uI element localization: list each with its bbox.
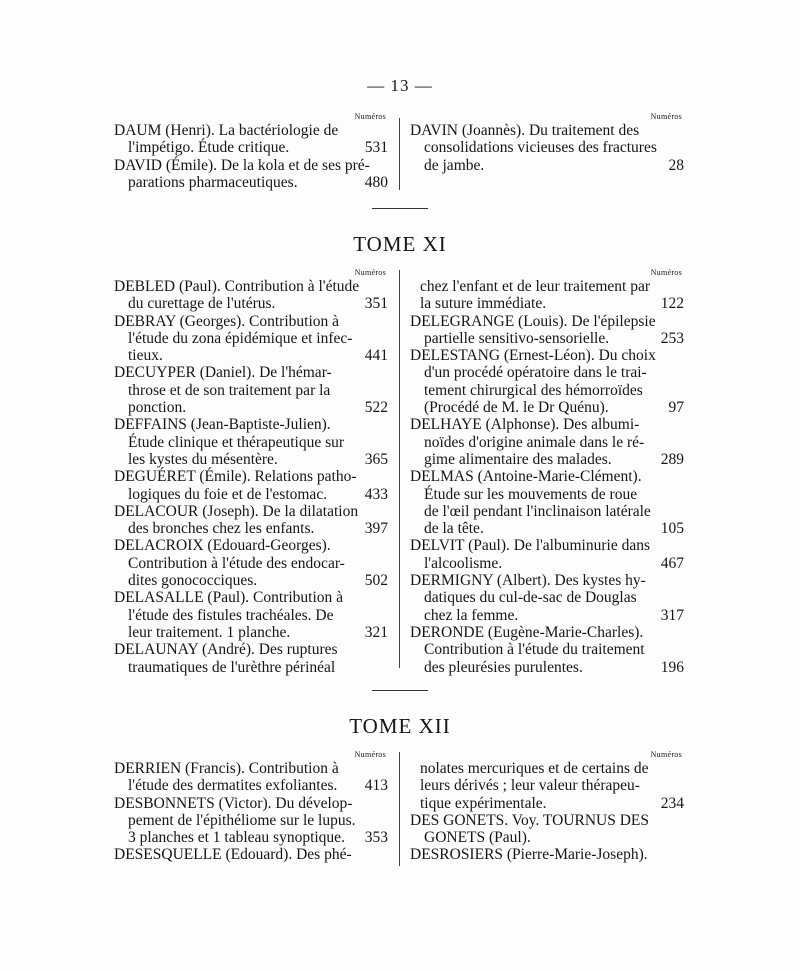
- index-entry: [114, 364, 386, 416]
- entry-title-line: [410, 434, 682, 451]
- numeros-header: Numéros: [650, 268, 682, 277]
- entry-title-line: [114, 347, 386, 364]
- entry-text: DAVID (Émile). De la kola et de ses pré-: [114, 156, 370, 174]
- numeros-header: Numéros: [354, 268, 386, 277]
- entry-title-line: [114, 659, 386, 676]
- entry-text: DELAUNAY (André). Des ruptures: [114, 641, 338, 659]
- entry-author-line: [114, 503, 386, 520]
- entry-title-line: [410, 659, 682, 676]
- entry-text: d'un procédé opératoire dans le trai-: [424, 364, 647, 382]
- entry-author-line: [410, 572, 682, 589]
- entry-title-line: [114, 295, 386, 312]
- entry-text: l'impétigo. Étude critique.: [128, 139, 290, 157]
- entry-title-line: [410, 607, 682, 624]
- entry-text: GONETS (Paul).: [424, 829, 531, 847]
- entry-text: 3 planches et 1 tableau synoptique.: [128, 829, 345, 847]
- entry-text: DELACOUR (Joseph). De la dilatation: [114, 502, 359, 520]
- entry-title-line: [114, 139, 386, 156]
- entry-text: DELEGRANGE (Louis). De l'épilepsie: [410, 312, 656, 330]
- entry-text: leurs dérivés ; leur valeur thérapeu-: [420, 777, 640, 795]
- entry-title-line: [410, 139, 682, 156]
- entry-text: de la tête.: [424, 520, 484, 538]
- entry-text: des pleurésies purulentes.: [424, 658, 583, 676]
- index-entry: [410, 846, 682, 863]
- entry-text: dites gonococciques.: [128, 572, 258, 590]
- entry-title-line: [114, 812, 386, 829]
- index-entry: [114, 760, 386, 795]
- entry-text: DELHAYE (Alphonse). Des albumi-: [410, 416, 640, 434]
- entry-title-line: [114, 572, 386, 589]
- index-entry: [114, 503, 386, 538]
- index-entry: [410, 812, 682, 847]
- entry-text: partielle sensitivo-sensorielle.: [424, 329, 610, 347]
- entry-number: 122: [660, 295, 684, 313]
- entry-author-line: [410, 537, 682, 554]
- entry-title-line: [114, 451, 386, 468]
- entry-text: DELESTANG (Ernest-Léon). Du choix: [410, 347, 656, 365]
- entry-text: DELACROIX (Edouard-Georges).: [114, 537, 331, 555]
- entry-author-line: [410, 812, 682, 829]
- numeros-header: Numéros: [650, 750, 682, 759]
- index-entry: [114, 537, 386, 589]
- entry-title-line: [410, 589, 682, 606]
- entry-text: throse et de son traitement par la: [128, 381, 331, 399]
- numeros-header: Numéros: [354, 112, 386, 121]
- entry-number: 397: [364, 520, 388, 538]
- entry-title-line: [410, 451, 682, 468]
- entry-author-line: [114, 589, 386, 606]
- entry-number: 480: [364, 173, 388, 191]
- entry-title-line: [114, 399, 386, 416]
- entry-text: parations pharmaceutiques.: [128, 173, 298, 191]
- section-separator: [372, 690, 428, 691]
- entry-text: DEBLED (Paul). Contribution à l'étude: [114, 278, 360, 295]
- entry-text: consolidations vicieuses des fractures: [424, 139, 657, 157]
- entry-number: 234: [660, 794, 684, 812]
- entry-title-line: [410, 364, 682, 381]
- entry-number: 413: [364, 777, 388, 795]
- entry-author-line: [410, 416, 682, 433]
- entry-author-line: [114, 795, 386, 812]
- entry-text: DES GONETS. Voy. TOURNUS DES: [410, 811, 650, 829]
- entry-number: 196: [660, 658, 684, 676]
- entry-author-line: [114, 364, 386, 381]
- entry-number: 321: [364, 623, 388, 641]
- left-column: [114, 750, 386, 864]
- entry-text: des bronches chez les enfants.: [128, 520, 315, 538]
- entry-title-line: [410, 777, 682, 794]
- entry-title-line: [410, 295, 682, 312]
- entry-text: datiques du cul-de-sac de Douglas: [424, 589, 637, 607]
- column-rule: [399, 270, 400, 668]
- index-entry: [410, 468, 682, 537]
- entry-number: 522: [364, 399, 388, 417]
- index-entry: [114, 313, 386, 365]
- numeros-header: Numéros: [650, 112, 682, 121]
- index-entry: [114, 157, 386, 192]
- entry-title-line: [114, 330, 386, 347]
- entry-title-line: [410, 330, 682, 347]
- index-entry: [410, 760, 682, 812]
- entry-text: de l'œil pendant l'inclinaison latérale: [424, 502, 651, 520]
- entry-author-line: [410, 313, 682, 330]
- entry-number: 467: [660, 554, 684, 572]
- entry-text: l'étude du zona épidémique et infec-: [128, 329, 353, 347]
- entry-title-line: [114, 607, 386, 624]
- entry-text: DEGUÉRET (Émile). Relations patho-: [114, 468, 357, 486]
- entry-author-line: [114, 157, 386, 174]
- entry-text: DELMAS (Antoine-Marie-Clément).: [410, 468, 642, 486]
- entry-text: DESESQUELLE (Edouard). Des phé-: [114, 846, 352, 864]
- entry-title-line: [114, 486, 386, 503]
- left-column: [114, 112, 386, 191]
- entry-text: DEFFAINS (Jean-Baptiste-Julien).: [114, 416, 331, 434]
- entry-title-line: [114, 434, 386, 451]
- entry-title-line: [410, 795, 682, 812]
- entry-title-line: [114, 829, 386, 846]
- index-entry: [114, 416, 386, 468]
- entry-text: DEBRAY (Georges). Contribution à: [114, 312, 340, 330]
- entry-text: tieux.: [128, 347, 163, 365]
- entry-title-line: [410, 520, 682, 537]
- entry-text: ponction.: [128, 399, 187, 417]
- entry-text: la suture immédiate.: [420, 295, 547, 313]
- entry-text: (Procédé de M. le Dr Quénu).: [424, 399, 609, 417]
- entry-number: 317: [660, 606, 684, 624]
- entry-text: tement chirurgical des hémorroïdes: [424, 381, 643, 399]
- entry-author-line: [114, 641, 386, 658]
- index-entry: [114, 278, 386, 313]
- entry-text: l'étude des dermatites exfoliantes.: [128, 777, 338, 795]
- entry-author-line: [410, 468, 682, 485]
- entry-text: les kystes du mésentère.: [128, 450, 278, 468]
- index-entry: [410, 572, 682, 624]
- entry-text: DESROSIERS (Pierre-Marie-Joseph).: [410, 846, 648, 864]
- entry-text: l'étude des fistules trachéales. De: [128, 606, 334, 624]
- entry-text: DAUM (Henri). La bactériologie de: [114, 122, 339, 139]
- index-entry: [410, 122, 682, 174]
- entry-text: DAVIN (Joannès). Du traitement des: [410, 122, 640, 139]
- index-entry: [410, 347, 682, 416]
- entry-author-line: [410, 347, 682, 364]
- entry-author-line: [114, 846, 386, 863]
- entry-text: Contribution à l'étude du traitement: [424, 641, 645, 659]
- entry-title-line: [114, 555, 386, 572]
- entry-number: 351: [364, 295, 388, 313]
- index-entry: [410, 537, 682, 572]
- entry-title-line: [410, 486, 682, 503]
- entry-text: l'alcoolisme.: [424, 554, 503, 572]
- entry-title-line: [114, 174, 386, 191]
- entry-text: Étude clinique et thérapeutique sur: [128, 433, 345, 451]
- entry-author-line: [114, 122, 386, 139]
- entry-title-line: [410, 278, 682, 295]
- entry-number: 28: [668, 156, 684, 174]
- entry-author-line: [114, 416, 386, 433]
- entry-text: DERONDE (Eugène-Marie-Charles).: [410, 623, 644, 641]
- right-column: [410, 268, 682, 676]
- entry-text: leur traitement. 1 planche.: [128, 623, 291, 641]
- index-entry: [410, 416, 682, 468]
- entry-number: 353: [364, 829, 388, 847]
- index-entry: [410, 278, 682, 313]
- entry-author-line: [410, 846, 682, 863]
- entry-author-line: [114, 537, 386, 554]
- entry-text: Étude sur les mouvements de roue: [424, 485, 638, 503]
- entry-text: gime alimentaire des malades.: [424, 450, 612, 468]
- entry-text: noïdes d'origine animale dans le ré-: [424, 433, 645, 451]
- entry-number: 289: [660, 450, 684, 468]
- entry-title-line: [410, 829, 682, 846]
- entry-number: 433: [364, 485, 388, 503]
- entry-number: 105: [660, 520, 684, 538]
- index-entry: [410, 624, 682, 676]
- entry-title-line: [114, 777, 386, 794]
- entry-number: 253: [660, 329, 684, 347]
- tome-heading: TOME XI: [353, 232, 447, 256]
- entry-text: tique expérimentale.: [420, 794, 547, 812]
- entry-text: nolates mercuriques et de certains de: [420, 760, 649, 777]
- entry-text: DERRIEN (Francis). Contribution à: [114, 760, 339, 777]
- entry-title-line: [410, 641, 682, 658]
- entry-text: chez la femme.: [424, 606, 519, 624]
- entry-title-line: [114, 382, 386, 399]
- entry-title-line: [410, 157, 682, 174]
- entry-title-line: [410, 503, 682, 520]
- entry-text: Contribution à l'étude des endocar-: [128, 554, 345, 572]
- tome-heading: TOME XII: [349, 714, 451, 738]
- entry-number: 531: [364, 139, 388, 157]
- entry-number: 502: [364, 572, 388, 590]
- entry-text: de jambe.: [424, 156, 485, 174]
- left-column: [114, 268, 386, 676]
- entry-author-line: [114, 313, 386, 330]
- entry-text: chez l'enfant et de leur traitement par: [420, 278, 651, 295]
- index-entry: [114, 589, 386, 641]
- entry-text: DERMIGNY (Albert). Des kystes hy-: [410, 572, 646, 590]
- entry-title-line: [410, 399, 682, 416]
- entry-number: 365: [364, 450, 388, 468]
- entry-title-line: [114, 624, 386, 641]
- page-number: — 13 —: [367, 76, 433, 95]
- entry-number: 441: [364, 347, 388, 365]
- entry-title-line: [410, 382, 682, 399]
- section-separator: [372, 208, 428, 209]
- numeros-header: Numéros: [354, 750, 386, 759]
- entry-text: pement de l'épithéliome sur le lupus.: [128, 811, 356, 829]
- entry-author-line: [114, 760, 386, 777]
- index-entry: [114, 641, 386, 676]
- index-entry: [114, 122, 386, 157]
- entry-author-line: [114, 468, 386, 485]
- entry-text: traumatiques de l'urèthre périnéal: [128, 658, 336, 676]
- entry-text: du curettage de l'utérus.: [128, 295, 276, 313]
- entry-author-line: [114, 278, 386, 295]
- index-entry: [114, 468, 386, 503]
- column-rule: [399, 752, 400, 866]
- entry-number: 97: [668, 399, 684, 417]
- entry-text: DECUYPER (Daniel). De l'hémar-: [114, 364, 332, 382]
- index-entry: [114, 795, 386, 847]
- right-column: [410, 750, 682, 864]
- index-entry: [114, 846, 386, 863]
- entry-text: DESBONNETS (Victor). Du dévelop-: [114, 794, 353, 812]
- index-entry: [410, 313, 682, 348]
- entry-title-line: [410, 555, 682, 572]
- right-column: [410, 112, 682, 174]
- entry-author-line: [410, 624, 682, 641]
- entry-text: logiques du foie et de l'estomac.: [128, 485, 328, 503]
- entry-text: DELVIT (Paul). De l'albuminurie dans: [410, 537, 650, 555]
- entry-title-line: [114, 520, 386, 537]
- column-rule: [399, 118, 400, 190]
- entry-title-line: [410, 760, 682, 777]
- entry-author-line: [410, 122, 682, 139]
- entry-text: DELASALLE (Paul). Contribution à: [114, 589, 344, 607]
